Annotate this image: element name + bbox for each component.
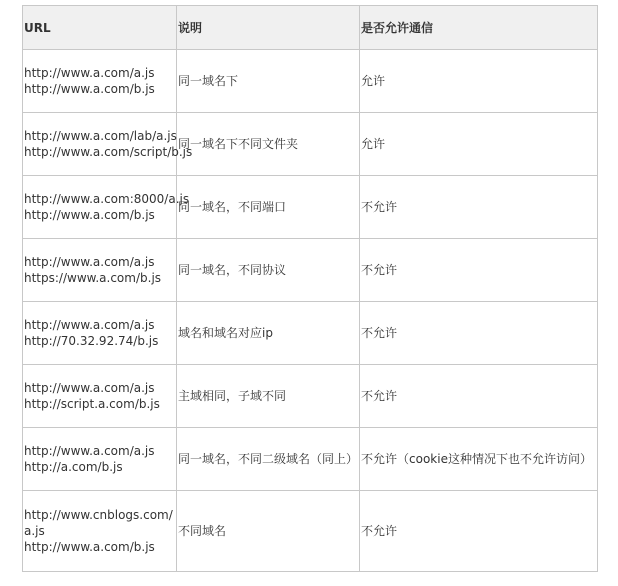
url-b: https://www.a.com/b.js [24,271,162,285]
url-a: http://www.a.com/a.js [24,444,155,458]
url-cell [23,428,177,491]
description-cell: 主域相同，子域不同 [177,365,360,428]
allowed-cell: 不允许 [360,365,598,428]
url-a: http://www.cnblogs.com/a.js [24,508,173,538]
header-description: 说明 [177,6,360,50]
table-row [23,239,598,302]
url-cell [23,50,177,113]
url-b: http://www.a.com/b.js [24,82,155,96]
table-row [23,491,598,572]
url-cell [23,113,193,176]
url-b: http://a.com/b.js [24,460,123,474]
url-a: http://www.a.com/a.js [24,66,155,80]
url-b: http://www.a.com/b.js [24,540,155,554]
table-row [23,302,598,365]
header-row [23,6,598,50]
allowed-cell: 不允许 [360,302,598,365]
allowed-cell: 不允许（cookie这种情况下也不允许访问） [360,428,598,491]
url-cell [23,365,177,428]
description-cell: 域名和域名对应ip [177,302,360,365]
allowed-cell: 允许 [360,113,598,176]
url-b: http://www.a.com/b.js [24,208,155,222]
allowed-cell: 不允许 [360,491,598,572]
url-cell [23,176,190,239]
url-a: http://www.a.com/a.js [24,381,155,395]
header-allowed: 是否允许通信 [360,6,598,50]
url-a: http://www.a.com/a.js [24,255,155,269]
description-cell: 不同域名 [177,491,360,572]
table-row [23,113,598,176]
description-cell: 同一域名下 [177,50,360,113]
description-cell: 同一域名下不同文件夹 [177,113,360,176]
table-row [23,365,598,428]
description-cell: 同一域名，不同端口 [177,176,360,239]
url-cell [23,302,177,365]
allowed-cell: 允许 [360,50,598,113]
description-cell: 同一域名，不同二级域名（同上） [177,428,360,491]
url-b: http://www.a.com/script/b.js [24,145,193,159]
header-url: URL [23,6,177,50]
table-row [23,428,598,491]
same-origin-table [22,5,598,572]
url-a: http://www.a.com/a.js [24,318,155,332]
allowed-cell: 不允许 [360,239,598,302]
table-row [23,176,598,239]
url-cell [23,491,177,572]
allowed-cell: 不允许 [360,176,598,239]
url-b: http://70.32.92.74/b.js [24,334,159,348]
table-row [23,50,598,113]
url-a: http://www.a.com/lab/a.js [24,129,177,143]
url-a: http://www.a.com:8000/a.js [24,192,190,206]
url-b: http://script.a.com/b.js [24,397,160,411]
url-cell [23,239,177,302]
description-cell: 同一域名，不同协议 [177,239,360,302]
